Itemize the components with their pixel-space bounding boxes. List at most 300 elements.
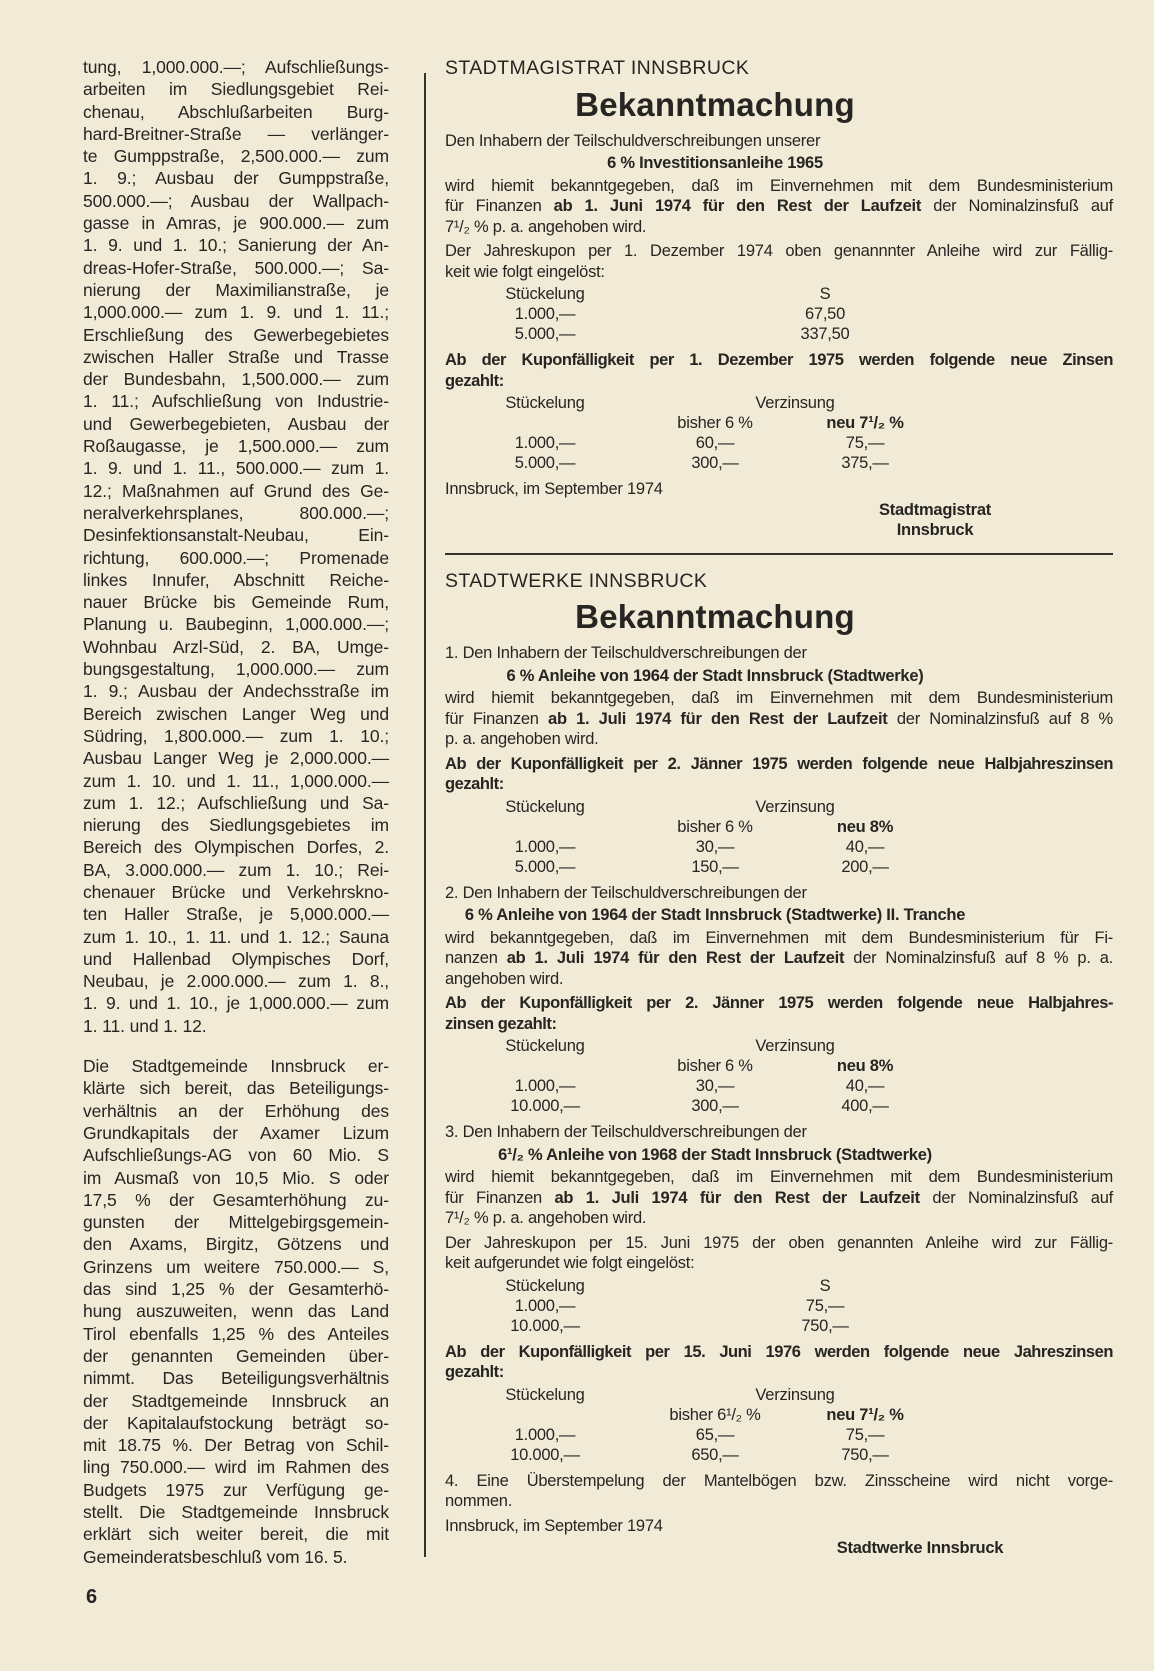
text-line — [83, 1077, 389, 1099]
text-line — [83, 190, 389, 212]
text-segment: Erschließung des Gewerbegebietes — [83, 324, 389, 345]
text-segment: erklärt sich weiter bereit, die mit — [83, 1524, 389, 1545]
table-row — [445, 324, 1113, 344]
table-cell: 75,— — [805, 1296, 845, 1315]
table-cell: 1.000,— — [514, 1425, 576, 1444]
text-segment: hard-Breitner-Straße — verlänger- — [83, 123, 389, 144]
text-segment: Wohnbau Arzl-Süd, 2. BA, Umge- — [83, 636, 389, 657]
table-cell: Stückelung — [505, 797, 585, 816]
text-line — [83, 1479, 389, 1501]
text-line — [83, 101, 389, 123]
table-cell: S — [819, 285, 831, 303]
text-segment: den Axams, Birgitz, Götzens und — [83, 1234, 389, 1255]
table-row — [445, 1076, 1113, 1096]
text-line — [83, 792, 389, 814]
text-segment: gasse in Amras, je 900.000.— zum — [83, 213, 389, 234]
table-cell: 30,— — [695, 837, 735, 856]
text-line — [445, 1233, 1113, 1254]
text-line — [83, 390, 389, 412]
text-line — [445, 371, 1113, 392]
text-line — [83, 1167, 389, 1189]
text-segment: verhältnis an der Erhöhung des — [83, 1100, 389, 1121]
text-segment: für Finanzen — [445, 1188, 555, 1207]
text-line — [83, 279, 389, 301]
text-segment: 2. Den Inhabern der Teilschuldverschreibungen der — [445, 883, 807, 902]
table-cell: Stückelung — [505, 1037, 585, 1055]
text-segment: angehoben wird. — [445, 969, 564, 988]
text-segment: te Gumppstraße, 2,500.000.— zum — [83, 146, 389, 167]
text-line — [83, 1323, 389, 1345]
table-cell: Verzinsung — [755, 1037, 835, 1055]
interest-table — [445, 1036, 1113, 1116]
interest-table — [445, 393, 1113, 473]
text-segment: keit wie folgt eingelöst: — [445, 262, 605, 281]
text-line — [445, 217, 1113, 238]
stadtmagistrat-announcement — [445, 58, 1113, 541]
text-line — [83, 1144, 389, 1166]
table-row — [445, 837, 1113, 857]
text-segment: Tirol ebenfalls 1,25 % des Anteiles — [83, 1323, 389, 1344]
table-row — [445, 433, 1113, 453]
table-cell: 5.000,— — [514, 857, 576, 876]
text-line — [83, 1055, 389, 1077]
text-line — [83, 1233, 389, 1255]
text-line — [83, 1100, 389, 1122]
table-cell: 650,— — [691, 1445, 739, 1464]
table-cell: 10.000,— — [510, 1097, 580, 1115]
text-segment: Desinfektionsanstalt-Neubau, Ein- — [83, 525, 389, 546]
text-line — [445, 1014, 1113, 1035]
text-segment: Grundkapitals der Axamer Lizum — [83, 1122, 389, 1143]
table-row — [445, 1296, 1113, 1316]
text-segment: Aufschließungs-AG von 60 Mio. S — [83, 1145, 389, 1166]
text-line — [83, 703, 389, 725]
table-cell: 1.000,— — [514, 1296, 576, 1315]
text-line — [83, 324, 389, 346]
text-segment: chenau, Abschlußarbeiten Burg- — [83, 101, 389, 122]
text-line — [445, 993, 1113, 1014]
bold-text-segment: gezahlt: — [445, 371, 504, 390]
table-cell: bisher 6¹/₂ % — [669, 1405, 761, 1424]
text-segment: der Bundesbahn, 1,500.000.— zum — [83, 369, 389, 390]
text-segment: Neubau, je 2.000.000.— zum 1. 8., — [83, 971, 389, 992]
announcement-heading: Bekanntmachung — [575, 598, 855, 635]
table-cell: 30,— — [695, 1077, 735, 1095]
table-cell: 1.000,— — [514, 1077, 576, 1095]
text-line — [83, 636, 389, 658]
announcements-column — [445, 58, 1113, 1559]
table-cell: 200,— — [841, 857, 889, 876]
text-line — [83, 1345, 389, 1367]
text-line — [83, 725, 389, 747]
bold-text-segment: Ab der Kuponfälligkeit per 15. Juni 1976 werden folgende neue Jahreszinsen — [445, 1342, 1113, 1361]
body-paragraph — [445, 688, 1113, 750]
table-cell: bisher 6 % — [677, 1057, 753, 1075]
text-segment: dreas-Hofer-Straße, 500.000.—; Sa- — [83, 257, 389, 278]
new-interest-paragraph — [445, 350, 1113, 391]
text-segment: für Finanzen — [445, 709, 549, 728]
text-line — [83, 301, 389, 323]
text-segment: zum 1. 10. und 1. 11., 1,000.000.— — [83, 770, 389, 791]
table-cell: neu 7¹/₂ % — [826, 1405, 904, 1424]
bold-text-segment: ab 1. Juli 1974 für den Rest der Laufzeit — [506, 949, 845, 967]
table-cell: neu 7¹/₂ % — [826, 414, 904, 432]
table-cell: 1.000,— — [514, 305, 576, 323]
table-cell: S — [819, 1276, 831, 1295]
text-segment: für Finanzen — [445, 197, 554, 215]
text-line — [445, 1471, 1113, 1492]
text-line — [83, 814, 389, 836]
table-row — [445, 304, 1113, 324]
issuer-name: STADTWERKE INNSBRUCK — [445, 569, 708, 592]
text-line — [83, 524, 389, 546]
table-cell: 300,— — [691, 1097, 739, 1115]
table-row — [445, 1316, 1113, 1336]
table-cell: 75,— — [845, 434, 885, 452]
text-segment: der Nominalzinsfuß auf — [921, 197, 1114, 215]
text-line — [83, 836, 389, 858]
text-segment: der Stadtgemeinde Innsbruck an — [83, 1390, 389, 1411]
text-segment: stellt. Die Stadtgemeinde Innsbruck — [83, 1502, 389, 1522]
text-line — [83, 145, 389, 167]
dateline: Innsbruck, im September 1974 — [445, 1516, 663, 1535]
text-segment: 7¹/₂ % p. a. angehoben wird. — [445, 217, 647, 236]
bold-text-segment: ab 1. Juni 1974 für den Rest der Laufzeit — [553, 197, 922, 215]
table-row — [445, 1036, 1113, 1056]
table-cell: neu 8% — [836, 1057, 894, 1075]
text-line — [83, 257, 389, 279]
text-segment: klärte sich bereit, das Beteiligungs- — [83, 1078, 389, 1099]
text-line — [445, 176, 1113, 197]
text-line — [83, 1300, 389, 1322]
announcement-heading: Bekanntmachung — [575, 85, 855, 123]
text-line — [445, 241, 1113, 262]
text-segment: 7¹/₂ % p. a. angehoben wird. — [445, 1209, 647, 1227]
capital-increase-paragraph — [83, 1055, 389, 1568]
intro-line — [445, 131, 1113, 152]
text-line — [83, 926, 389, 948]
text-segment: wird bekanntgegeben, daß im Einvernehmen mit dem Bundesministerium für Fi- — [445, 928, 1113, 947]
text-segment: 500.000.—; Ausbau der Wallpach- — [83, 190, 389, 211]
text-segment: bungsgestaltung, 1,000.000.— zum — [83, 659, 389, 680]
table-cell: 10.000,— — [510, 1445, 580, 1464]
text-line — [83, 167, 389, 189]
table-cell: Stückelung — [505, 1276, 585, 1295]
text-segment: Bereich des Olympischen Dorfes, 2. — [83, 837, 389, 858]
text-segment: Bereich zwischen Langer Weg und — [83, 703, 389, 724]
table-cell: 375,— — [841, 454, 889, 472]
text-segment: chenauer Brücke und Verkehrskno- — [83, 881, 389, 902]
text-line — [445, 196, 1113, 217]
text-segment: 1. 9.; Ausbau der Gumppstraße, — [83, 168, 389, 189]
table-cell: 1.000,— — [514, 837, 576, 856]
issuer-name: STADTMAGISTRAT INNSBRUCK — [445, 57, 750, 79]
bond-title: 6¹/₂ % Anleihe von 1968 der Stadt Innsbruck (Stadtwerke) — [498, 1145, 932, 1164]
text-line — [445, 1342, 1113, 1363]
text-segment: Der Jahreskupon per 1. Dezember 1974 oben genannnter Anleihe wird zur Fällig- — [445, 242, 1113, 260]
table-row — [445, 1385, 1113, 1405]
text-segment: zum 1. 12.; Aufschließung und Sa- — [83, 792, 389, 813]
coupon-paragraph — [445, 241, 1113, 282]
text-line — [83, 859, 389, 881]
interest-table — [445, 797, 1113, 877]
column-divider — [424, 73, 426, 1557]
text-segment: p. a. angehoben wird. — [445, 730, 599, 748]
text-segment: nierung der Maximilianstraße, je — [83, 279, 389, 300]
body-paragraph — [445, 176, 1113, 238]
bold-text-segment: gezahlt: — [445, 1363, 504, 1381]
text-segment: der Nominalzinsfuß auf — [919, 1188, 1113, 1207]
text-segment: 1. 9. und 1. 10., je 1,000.000.— zum — [83, 993, 389, 1014]
text-segment: wird hiemit bekanntgegeben, daß im Einvernehmen mit dem Bundesministerium — [445, 1168, 1113, 1186]
text-line — [83, 591, 389, 613]
table-row — [445, 1096, 1113, 1116]
text-segment: 1. 11. und 1. 12. — [83, 1015, 207, 1036]
text-line — [83, 413, 389, 435]
bold-text-segment: gezahlt: — [445, 775, 504, 793]
text-segment: tung, 1,000.000.—; Aufschließungs- — [83, 57, 389, 77]
text-line — [83, 881, 389, 903]
table-row — [445, 1425, 1113, 1445]
table-cell: 60,— — [695, 434, 735, 452]
bold-text-segment: ab 1. Juli 1974 für den Rest der Laufzeit — [554, 1188, 920, 1207]
text-segment: und Gewerbegebieten, Ausbau der — [83, 413, 389, 434]
table-cell: 400,— — [841, 1097, 889, 1115]
text-line — [83, 613, 389, 635]
text-segment: 12.; Maßnahmen auf Grund des Ge- — [83, 480, 389, 501]
table-row — [445, 413, 1113, 433]
interest-table — [445, 1385, 1113, 1465]
text-segment: hung auszuweiten, wenn das Land — [83, 1301, 389, 1322]
text-line — [83, 1546, 389, 1568]
text-line — [445, 1122, 1113, 1143]
text-segment: der genannten Gemeinden über- — [83, 1345, 389, 1366]
table-cell: 10.000,— — [510, 1316, 580, 1335]
text-line — [445, 969, 1113, 990]
text-line — [445, 1253, 1113, 1274]
text-segment: ten Haller Straße, je 5,000.000.— — [83, 904, 389, 925]
text-line — [83, 1211, 389, 1233]
text-line — [83, 346, 389, 368]
bold-text-segment: Ab der Kuponfälligkeit per 1. Dezember 1975 werden folgende neue Zinsen — [445, 351, 1113, 369]
text-segment: 1. 9. und 1. 11., 500.000.— zum 1. — [83, 458, 389, 479]
text-line — [83, 123, 389, 145]
text-line — [445, 948, 1113, 969]
text-line — [83, 658, 389, 680]
text-segment: gunsten der Mittelgebirgsgemein- — [83, 1212, 389, 1233]
text-line — [83, 1523, 389, 1545]
table-row — [445, 453, 1113, 473]
table-cell: Stückelung — [505, 285, 585, 303]
text-line — [83, 1367, 389, 1389]
text-segment: Gemeinderatsbeschluß vom 16. 5. — [83, 1546, 348, 1567]
section-divider — [445, 553, 1113, 555]
text-line — [445, 643, 1113, 664]
table-cell: 150,— — [691, 857, 739, 876]
text-segment: wird hiemit bekanntgegeben, daß im Einvernehmen mit dem Bundesministerium — [445, 176, 1113, 195]
table-cell: Verzinsung — [755, 797, 835, 816]
text-segment: nimmt. Das Beteiligungsverhältnis — [83, 1368, 389, 1389]
body-paragraph — [445, 1167, 1113, 1229]
redemption-table — [445, 1276, 1113, 1336]
new-interest-paragraph — [445, 993, 1113, 1034]
text-line — [83, 1189, 389, 1211]
text-segment: zwischen Haller Straße und Trasse — [83, 346, 389, 367]
table-cell: 67,50 — [804, 305, 846, 323]
text-segment: arbeiten im Siedlungsgebiet Rei- — [83, 79, 389, 100]
text-segment: 1. 9.; Ausbau der Andechsstraße im — [83, 681, 389, 702]
text-line — [83, 948, 389, 970]
signature-block — [850, 500, 1020, 541]
text-line — [445, 1362, 1113, 1383]
item4-paragraph — [445, 1471, 1113, 1512]
text-segment: nommen. — [445, 1492, 513, 1510]
text-line — [83, 970, 389, 992]
bond-title: 6 % Anleihe von 1964 der Stadt Innsbruck (Stadtwerke) — [506, 666, 924, 685]
new-interest-paragraph — [445, 754, 1113, 795]
text-line — [83, 480, 389, 502]
table-cell: Stückelung — [505, 394, 585, 412]
table-cell: 75,— — [845, 1425, 885, 1444]
bold-text-segment: zinsen gezahlt: — [445, 1014, 557, 1033]
text-line — [83, 992, 389, 1014]
table-cell: bisher 6 % — [677, 414, 753, 432]
bold-text-segment: Ab der Kuponfälligkeit per 2. Jänner 1975 werden folgende neue Halbjahres- — [445, 994, 1113, 1012]
bold-text-segment: Ab der Kuponfälligkeit per 2. Jänner 1975 werden folgende neue Halbjahreszinsen — [445, 754, 1113, 773]
text-line — [83, 56, 389, 78]
text-segment: 1. 9. und 1. 10.; Sanierung der An- — [83, 235, 389, 256]
text-line — [83, 457, 389, 479]
text-line — [445, 1167, 1113, 1188]
table-cell: 5.000,— — [514, 325, 576, 343]
left-text-column — [83, 56, 389, 1568]
text-line — [83, 1256, 389, 1278]
text-segment: Budgets 1975 zur Verfügung ge- — [83, 1479, 389, 1500]
table-cell: 40,— — [845, 837, 885, 856]
body-paragraph — [445, 928, 1113, 990]
bond-title: 6 % Anleihe von 1964 der Stadt Innsbruck (Stadtwerke) II. Tranche — [464, 906, 966, 924]
table-row — [445, 1276, 1113, 1296]
text-line — [445, 131, 1113, 152]
table-cell: 40,— — [845, 1077, 885, 1095]
budget-items-paragraph — [83, 56, 389, 1037]
text-line — [83, 435, 389, 457]
table-cell: 750,— — [801, 1316, 849, 1335]
text-segment: der Kapitalaufstockung beträgt so- — [83, 1412, 389, 1433]
table-cell: 750,— — [841, 1445, 889, 1464]
text-line — [445, 1188, 1113, 1209]
text-segment: ling 750.000.— wird im Rahmen des — [83, 1457, 389, 1478]
text-segment: nierung des Siedlungsgebietes im — [83, 815, 389, 836]
text-line — [83, 1390, 389, 1412]
table-cell: 1.000,— — [514, 434, 576, 452]
intro-line — [445, 883, 1113, 904]
table-cell: Verzinsung — [755, 1385, 835, 1404]
text-segment: und Hallenbad Olympisches Dorf, — [83, 948, 389, 969]
intro-line — [445, 643, 1113, 664]
bond-title: 6 % Investitionsanleihe 1965 — [607, 154, 823, 172]
text-line — [83, 78, 389, 100]
table-cell: Stückelung — [505, 1385, 585, 1404]
coupon-paragraph — [445, 1233, 1113, 1274]
text-line — [83, 368, 389, 390]
text-segment: neralverkehrsplanes, 800.000.—; — [83, 502, 389, 523]
text-line — [83, 1434, 389, 1456]
text-segment: Die Stadtgemeinde Innsbruck er- — [83, 1056, 389, 1077]
text-segment: richtung, 600.000.—; Promenade — [83, 547, 389, 568]
text-line — [445, 709, 1113, 730]
text-line — [83, 1015, 389, 1037]
signature-line: Innsbruck — [896, 521, 974, 539]
table-row — [445, 1056, 1113, 1076]
text-line — [445, 774, 1113, 795]
dateline: Innsbruck, im September 1974 — [445, 480, 663, 498]
text-line — [445, 688, 1113, 709]
text-segment: Grinzens um weitere 750.000.— S, — [83, 1256, 389, 1277]
table-row — [445, 284, 1113, 304]
table-row — [445, 1405, 1113, 1425]
text-segment: keit aufgerundet wie folgt eingelöst: — [445, 1254, 695, 1272]
table-cell: 65,— — [695, 1425, 735, 1444]
text-line — [83, 903, 389, 925]
text-segment: das sind 1,25 % der Gesamterhö- — [83, 1279, 389, 1300]
signature-line: Stadtmagistrat — [878, 500, 992, 519]
text-segment: Roßaugasse, je 1,500.000.— zum — [83, 436, 389, 457]
signature-block: Stadtwerke Innsbruck — [836, 1539, 1004, 1557]
text-segment: der Nominalzinsfuß auf 8 % p. a. — [844, 949, 1113, 967]
text-segment: der Nominalzinsfuß auf 8 % — [887, 709, 1113, 728]
text-line — [83, 502, 389, 524]
table-row — [445, 1445, 1113, 1465]
table-row — [445, 817, 1113, 837]
text-line — [83, 547, 389, 569]
text-segment: 1. 11.; Aufschließung von Industrie- — [83, 391, 389, 412]
table-cell: bisher 6 % — [677, 817, 753, 836]
text-segment: nanzen — [445, 949, 507, 967]
table-cell: Verzinsung — [755, 394, 835, 412]
text-segment: 1. Den Inhabern der Teilschuldverschreibungen der — [445, 644, 807, 662]
text-line — [83, 1456, 389, 1478]
text-segment: BA, 3.000.000.— zum 1. 10.; Rei- — [83, 859, 389, 880]
new-interest-paragraph — [445, 1342, 1113, 1383]
text-line — [445, 1491, 1113, 1512]
page-number: 6 — [86, 1586, 98, 1608]
intro-line — [445, 1122, 1113, 1143]
text-segment: nauer Brücke bis Gemeinde Rum, — [83, 592, 389, 613]
text-line — [83, 1501, 389, 1523]
text-segment: wird hiemit bekanntgegeben, daß im Einvernehmen mit dem Bundesministerium — [445, 689, 1113, 707]
text-line — [445, 1208, 1113, 1229]
text-line — [83, 747, 389, 769]
text-segment: Ausbau Langer Weg je 2,000.000.— — [83, 748, 389, 769]
table-cell: 300,— — [691, 454, 739, 472]
table-row — [445, 393, 1113, 413]
table-cell: neu 8% — [836, 817, 894, 836]
redemption-table — [445, 284, 1113, 344]
text-segment: mit 18.75 %. Der Betrag von Schil- — [83, 1435, 389, 1456]
text-segment: Südring, 1,800.000.— zum 1. 10.; — [83, 725, 389, 746]
text-line — [83, 680, 389, 702]
text-segment: Planung u. Baubeginn, 1,000.000.—; — [83, 614, 389, 635]
text-segment: 4. Eine Überstempelung der Mantelbögen bzw. Zinsscheine wird nicht vorge- — [445, 1471, 1113, 1490]
text-line — [445, 928, 1113, 949]
text-segment: 1,000.000.— zum 1. 9. und 1. 11.; — [83, 302, 389, 323]
text-line — [83, 1278, 389, 1300]
text-line — [445, 729, 1113, 750]
text-segment: zum 1. 10., 1. 11. und 1. 12.; Sauna — [83, 926, 389, 947]
text-segment: 3. Den Inhabern der Teilschuldverschreibungen der — [445, 1123, 807, 1141]
text-line — [445, 883, 1113, 904]
